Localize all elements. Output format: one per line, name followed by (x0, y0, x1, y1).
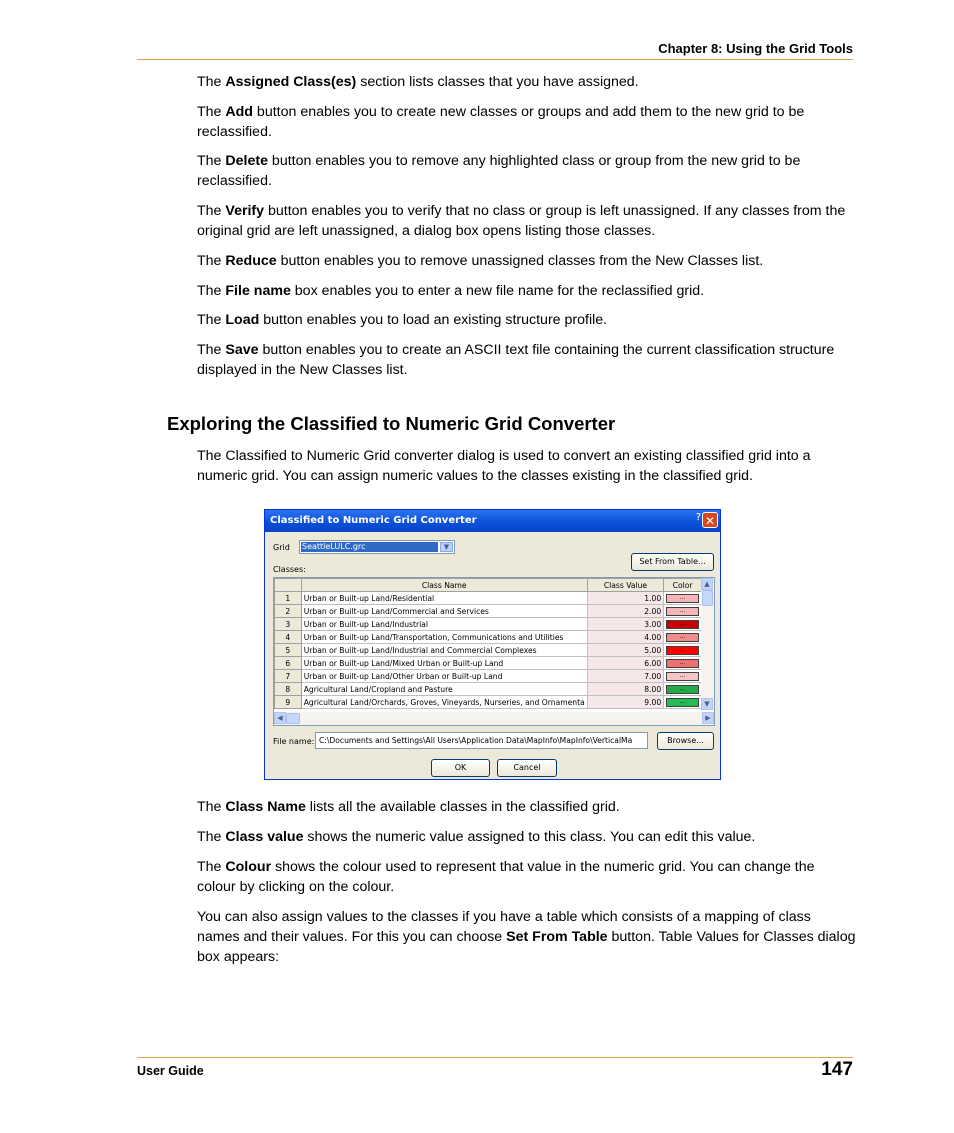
class-name-cell[interactable]: Urban or Built-up Land/Mixed Urban or Built-up Land (301, 657, 587, 670)
table-row[interactable] (275, 657, 702, 670)
column-header-class-value[interactable]: Class Value (587, 579, 663, 592)
column-header-class-name[interactable]: Class Name (301, 579, 587, 592)
class-name-cell[interactable]: Agricultural Land/Cropland and Pasture (301, 683, 587, 696)
vertical-scrollbar[interactable] (701, 578, 714, 710)
file-name-input[interactable]: C:\Documents and Settings\All Users\Application Data\MapInfo\MapInfo\VerticalMa (315, 732, 648, 749)
table-row[interactable] (275, 696, 702, 709)
class-value-cell[interactable]: 2.00 (587, 605, 663, 618)
table-row[interactable] (275, 605, 702, 618)
table-row[interactable] (275, 592, 702, 605)
color-swatch[interactable]: ... (666, 698, 699, 707)
classes-grid (274, 578, 702, 709)
color-cell[interactable] (664, 670, 702, 683)
paragraph-class-value: The Class value shows the numeric value assigned to this class. You can edit this value. (197, 829, 756, 845)
paragraph-reduce: The Reduce button enables you to remove unassigned classes from the New Classes list. (197, 253, 764, 269)
column-header-color[interactable]: Color (664, 579, 702, 592)
class-name-cell[interactable]: Urban or Built-up Land/Industrial and Commercial Complexes (301, 644, 587, 657)
row-number[interactable]: 7 (275, 670, 302, 683)
color-swatch[interactable]: ... (666, 685, 699, 694)
color-cell[interactable] (664, 592, 702, 605)
row-number[interactable]: 3 (275, 618, 302, 631)
classes-label: Classes: (273, 565, 306, 574)
close-icon[interactable]: ✕ (702, 512, 718, 528)
scroll-left-icon[interactable]: ◀ (274, 712, 286, 724)
section-heading: Exploring the Classified to Numeric Grid Converter (167, 413, 616, 434)
paragraph-save: The Save button enables you to create an ASCII text file containing the current classification structure displayed in the New Classes list. (197, 342, 835, 378)
grid-label: Grid (273, 543, 290, 552)
class-value-cell[interactable]: 3.00 (587, 618, 663, 631)
classes-table (273, 577, 715, 726)
paragraph-add: The Add button enables you to create new classes or groups and add them to the new grid to be reclassified. (197, 104, 805, 140)
color-cell[interactable] (664, 696, 702, 709)
browse-button[interactable]: Browse... (657, 732, 714, 750)
page-header-chapter: Chapter 8: Using the Grid Tools (658, 41, 853, 56)
table-row[interactable] (275, 644, 702, 657)
footer-title: User Guide (137, 1064, 204, 1078)
footer-rule (137, 1057, 853, 1058)
color-swatch[interactable]: ... (666, 633, 699, 642)
row-number[interactable]: 6 (275, 657, 302, 670)
class-name-cell[interactable]: Urban or Built-up Land/Commercial and Services (301, 605, 587, 618)
color-swatch[interactable]: ... (666, 607, 699, 616)
color-swatch[interactable]: ... (666, 594, 699, 603)
grid-select-value: SeattleLULC.grc (301, 542, 438, 552)
class-value-cell[interactable]: 7.00 (587, 670, 663, 683)
converter-dialog (264, 509, 721, 780)
color-cell[interactable] (664, 605, 702, 618)
class-name-cell[interactable]: Urban or Built-up Land/Transportation, Communications and Utilities (301, 631, 587, 644)
horizontal-scrollbar[interactable] (274, 712, 714, 725)
cancel-button[interactable]: Cancel (497, 759, 557, 777)
color-cell[interactable] (664, 631, 702, 644)
chevron-down-icon[interactable]: ▼ (440, 542, 453, 552)
color-cell[interactable] (664, 683, 702, 696)
paragraph-assigned-classes: The Assigned Class(es) section lists classes that you have assigned. (197, 74, 639, 90)
table-row[interactable] (275, 618, 702, 631)
class-value-cell[interactable]: 6.00 (587, 657, 663, 670)
scroll-up-icon[interactable]: ▲ (701, 578, 713, 590)
paragraph-set-from-table: You can also assign values to the classes if you have a table which consists of a mapping of class names and their values. For this you can choose Set From Table button. Table Values for Classes dialog box appears: (197, 909, 856, 965)
class-name-cell[interactable]: Urban or Built-up Land/Other Urban or Built-up Land (301, 670, 587, 683)
scroll-right-icon[interactable]: ▶ (702, 712, 714, 724)
help-icon[interactable]: ? (695, 512, 701, 523)
class-name-cell[interactable]: Urban or Built-up Land/Residential (301, 592, 587, 605)
table-row[interactable] (275, 683, 702, 696)
color-swatch[interactable]: ... (666, 672, 699, 681)
row-number[interactable]: 5 (275, 644, 302, 657)
paragraph-file-name: The File name box enables you to enter a new file name for the reclassified grid. (197, 283, 705, 299)
class-value-cell[interactable]: 8.00 (587, 683, 663, 696)
horizontal-scroll-thumb[interactable] (286, 713, 300, 724)
set-from-table-button[interactable]: Set From Table... (631, 553, 714, 571)
corner-header (275, 579, 302, 592)
class-name-cell[interactable]: Urban or Built-up Land/Industrial (301, 618, 587, 631)
paragraph-class-name: The Class Name lists all the available classes in the classified grid. (197, 799, 620, 815)
row-number[interactable]: 4 (275, 631, 302, 644)
class-name-cell[interactable]: Agricultural Land/Orchards, Groves, Vineyards, Nurseries, and Ornamenta (301, 696, 587, 709)
paragraph-colour: The Colour shows the colour used to represent that value in the numeric grid. You can change the colour by clicking on the colour. (197, 859, 815, 895)
color-swatch[interactable]: ... (666, 620, 699, 629)
class-value-cell[interactable]: 5.00 (587, 644, 663, 657)
row-number[interactable]: 1 (275, 592, 302, 605)
table-row[interactable] (275, 670, 702, 683)
intro-paragraph: The Classified to Numeric Grid converter dialog is used to convert an existing classified grid into a numeric grid. You can assign numeric values to the classes existing in the classified grid. (197, 448, 811, 484)
paragraph-delete: The Delete button enables you to remove any highlighted class or group from the new grid to be reclassified. (197, 153, 801, 189)
class-value-cell[interactable]: 4.00 (587, 631, 663, 644)
color-swatch[interactable]: ... (666, 646, 699, 655)
color-cell[interactable] (664, 618, 702, 631)
class-value-cell[interactable]: 9.00 (587, 696, 663, 709)
dialog-title: Classified to Numeric Grid Converter (270, 515, 477, 526)
row-number[interactable]: 9 (275, 696, 302, 709)
paragraph-load: The Load button enables you to load an existing structure profile. (197, 312, 608, 328)
class-value-cell[interactable]: 1.00 (587, 592, 663, 605)
header-rule (137, 59, 853, 60)
color-swatch[interactable]: ... (666, 659, 699, 668)
grid-select[interactable] (299, 540, 455, 554)
table-row[interactable] (275, 631, 702, 644)
ok-button[interactable]: OK (431, 759, 490, 777)
color-cell[interactable] (664, 657, 702, 670)
scroll-down-icon[interactable]: ▼ (701, 698, 713, 710)
paragraph-verify: The Verify button enables you to verify that no class or group is left unassigned. If any classes from the original grid are left unassigned, a dialog box opens listing those classes. (197, 203, 846, 239)
row-number[interactable]: 8 (275, 683, 302, 696)
file-name-label: File name: (273, 737, 315, 746)
vertical-scroll-thumb[interactable] (702, 590, 713, 606)
page-number: 147 (821, 1059, 853, 1080)
row-number[interactable]: 2 (275, 605, 302, 618)
color-cell[interactable] (664, 644, 702, 657)
dialog-titlebar (265, 510, 720, 532)
